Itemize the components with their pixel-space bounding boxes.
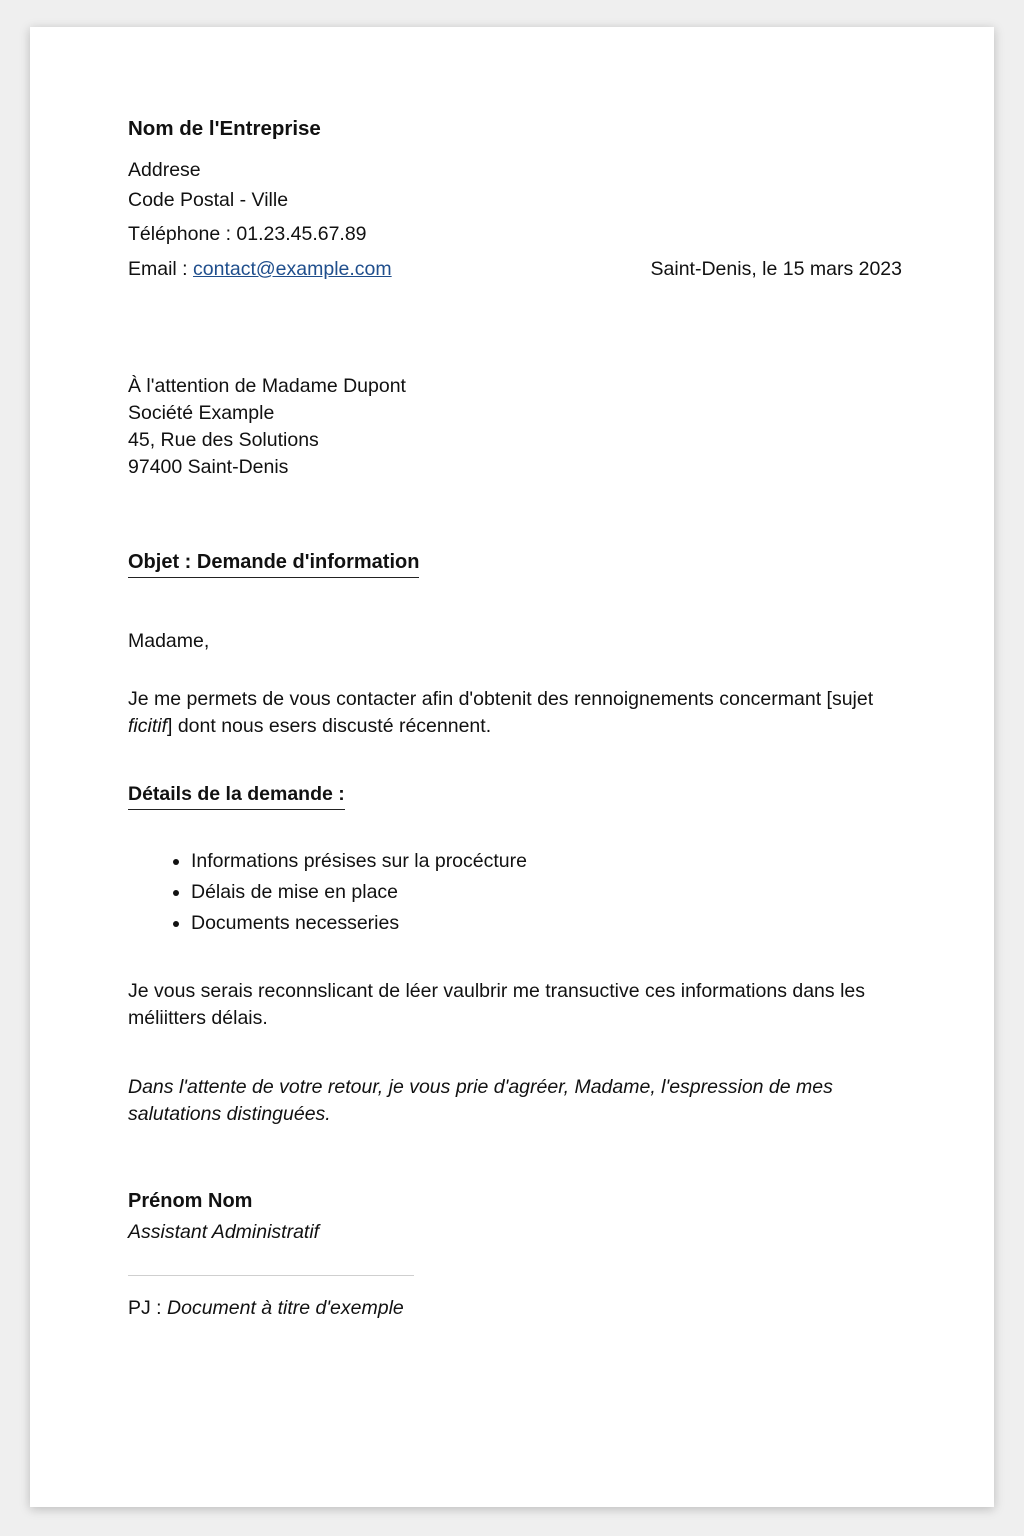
sender-email-label: Email :	[128, 258, 194, 280]
intro-paragraph	[128, 686, 908, 740]
recipient-city: 97400 Saint-Denis	[128, 456, 289, 478]
recipient-attention: À l'attention de Madame Dupont	[128, 375, 406, 397]
details-heading: Détails de la demande :	[128, 781, 345, 810]
letter-date: Saint-Denis, le 15 mars 2023	[650, 258, 902, 280]
intro-text-italic: ficitif	[128, 715, 167, 737]
signature-title: Assistant Administratif	[128, 1221, 320, 1243]
signature-name: Prénom Nom	[128, 1190, 253, 1212]
salutation: Madame,	[128, 630, 210, 652]
list-item: • Documents necesseries	[191, 908, 527, 939]
closing-paragraph: Dans l'attente de votre retour, je vous prie d'agréer, Madame, l'espression de mes salutations distinguées.	[128, 1076, 833, 1125]
sender-email-link[interactable]: contact@example.com	[193, 258, 392, 280]
sender-company-name: Nom de l'Entreprise	[128, 117, 321, 140]
intro-text-end: ] dont nous esers discusté récennent.	[167, 715, 492, 737]
request-paragraph: Je vous serais reconnslicant de léer vaulbrir me transuctive ces informations dans les méliitters délais.	[128, 980, 866, 1029]
signature-divider	[128, 1275, 414, 1276]
sender-email-line	[128, 256, 392, 283]
attachment-label: PJ :	[128, 1297, 168, 1319]
recipient-street: 45, Rue des Solutions	[128, 429, 319, 451]
subject-line	[128, 549, 419, 578]
attachment-line	[128, 1295, 404, 1322]
sender-city: Code Postal - Ville	[128, 189, 289, 211]
attachment-value: Document à titre d'exemple	[167, 1297, 404, 1319]
list-item: • Informations présises sur la procécture	[191, 846, 527, 877]
intro-text-start: Je me permets de vous contacter afin d'obtenit des rennoignements concermant [sujet	[128, 688, 874, 710]
recipient-company: Société Example	[128, 402, 275, 424]
details-list	[128, 846, 527, 939]
list-item: • Délais de mise en place	[191, 877, 527, 908]
sender-address: Addrese	[128, 159, 201, 181]
details-heading-line	[128, 781, 345, 810]
sender-phone: Téléphone : 01.23.45.67.89	[128, 223, 367, 245]
letter-page	[30, 27, 994, 1507]
subject-heading: Objet : Demande d'information	[128, 549, 419, 578]
